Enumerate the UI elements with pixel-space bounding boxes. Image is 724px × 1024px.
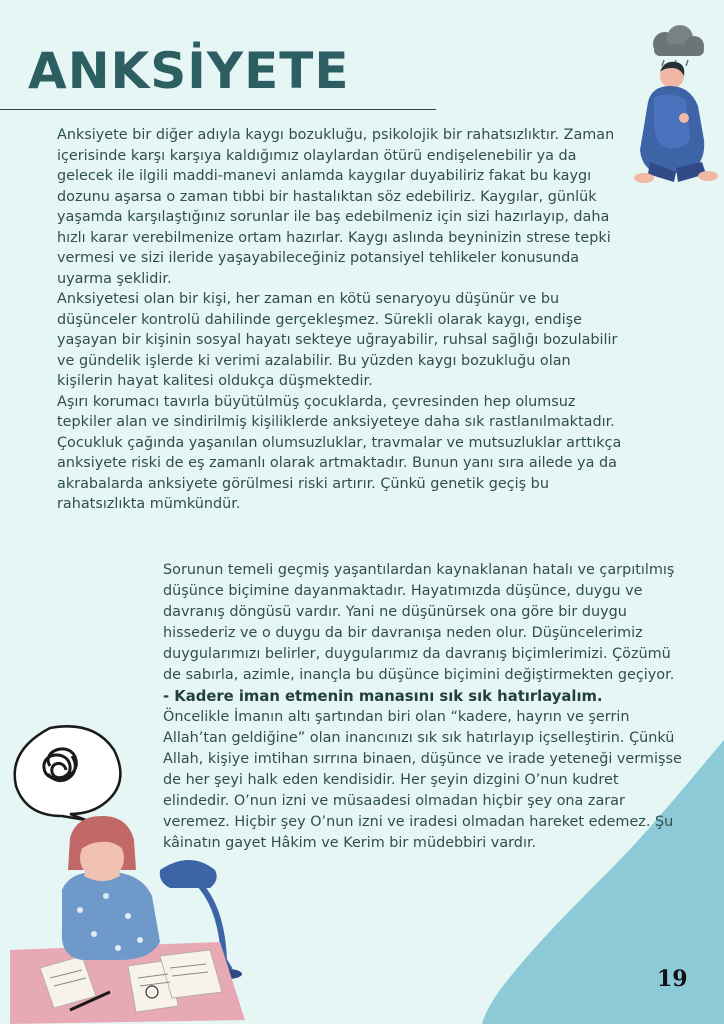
intro-text-block (57, 125, 625, 515)
subheading: - Kadere iman etmenin manasını sık sık hatırlayalım. (163, 688, 603, 705)
scribble-speech-bubble-icon (15, 726, 121, 820)
paragraph: Sorunun temeli geçmiş yaşantılardan kaynaklanan hatalı ve çarpıtılmış düşünce biçimine dayanmaktadır. Hayatımızda düşünce, duygu ve davranış döngüsü vardır. Yani ne düşünürsek ona göre bir duygu hissederiz ve o duygu da bir davranışa neden olur. Düşüncelerimiz duygularımızı belirler, duygularımız da davranış biçimlerimizi. Çözümü de sabırla, azimle, inançla bu düşünce biçimini değiştirmekten geçiyor. (163, 562, 675, 683)
paragraph: Anksiyete bir diğer adıyla kaygı bozukluğu, psikolojik bir rahatsızlıktır. Zaman içerisinde karşı karşıya kaldığımız olaylardan ötürü endişelenebilir ya da gelecek ile ilgili maddi-manevi anlamda kaygılar duyabiliriz fakat bu kaygı dozunu aşarsa o zaman tıbbi bir hastalıktan söz edebiliriz. Kaygılar, günlük yaşamda karşılaştığınız sorunlar ile baş edebilmeniz için sizi hazırlayıp, daha hızlı karar verebilmenize ortam hazırlar. Kaygı aslında beyninizin strese tepki vermesi ve sizi ileride yaşayabileceğiniz potansiyel tehlikeler konusunda uyarma şeklidir. (57, 127, 615, 287)
page-title: ANKSİYETE (28, 42, 350, 100)
anxious-person-illustration (10, 720, 245, 1024)
rain-cloud-icon (653, 25, 704, 66)
paragraph: Anksiyetesi olan bir kişi, her zaman en kötü senaryoyu düşünür ve bu düşünceler kontrolü dahilinde gerçekleşmez. Sürekli olarak kaygı, endişe yaşayan bir kişinin sosyal hayatı sekteye uğrayabilir, ruhsal sağlığı bozulabilir ve gündelik işlerde ki verimi azalabilir. Bu yüzden kaygı bozukluğu olan kişilerin hayat kalitesi oldukça düşmektedir. (57, 291, 618, 389)
sad-person-illustration (620, 22, 720, 202)
paragraph: Aşırı korumacı tavırla büyütülmüş çocuklarda, çevresinden hep olumsuz tepkiler alan ve sindirilmiş kişiliklerde anksiyeteye daha sık rastlanılmaktadır. Çocukluk çağında yaşanılan olumsuzluklar, travmalar ve mutsuzluklar arttıkça anksiyete riski de eş zamanlı olarak artmaktadır. Bunun yanı sıra ailede ya da akrabalarda anksiyete görülmesi riski artırır. Çünkü genetik geçiş bu rahatsızlıkta mümkündür. (57, 393, 622, 512)
title-divider (0, 109, 436, 110)
page-number: 19 (657, 966, 688, 992)
paragraph: Öncelikle İmanın altı şartından biri olan “kadere, hayrın ve şerrin Allah’tan geldiğine” olan inancınızı sık sık hatırlayıp içselleştirin. Çünkü Allah, kişiye imtihan sırrına binaen, düşünce ve irade yeteneği vermişse de her şeyi halk eden kendisidir. Her şeyin dizgini O’nun kudret elindedir. O’nun izni ve müsaadesi olmadan hiçbir şey ona zarar veremez. Hiçbir şey O’nun izni ve iradesi olmadan hareket edemez. Şu kâinatın gayet Hâkim ve Kerim bir müdebbiri vardır. (163, 709, 682, 851)
